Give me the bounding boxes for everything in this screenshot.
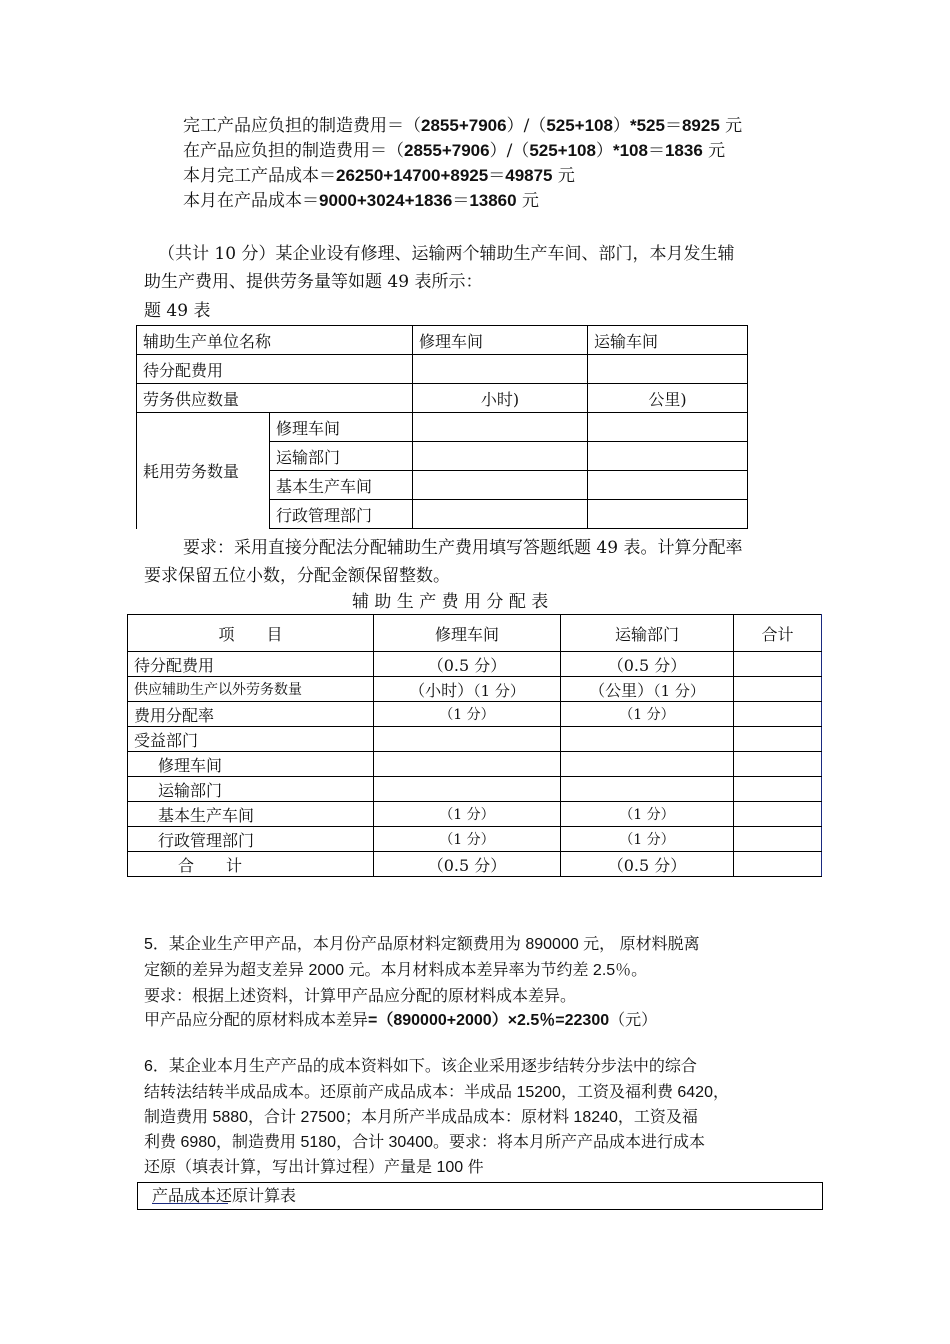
calc-text: ）/（ xyxy=(506,116,547,136)
table-cell xyxy=(734,652,822,677)
table-cell xyxy=(561,777,734,802)
table-cell xyxy=(561,727,734,752)
calc-line-4 xyxy=(183,189,539,213)
q5-line-4 xyxy=(144,1009,657,1033)
calc-number: 8925 xyxy=(681,116,720,135)
table-cell xyxy=(374,777,561,802)
calc-text: ） xyxy=(612,116,630,136)
row-label: 基本生产车间 xyxy=(128,802,374,827)
q5-line-1: 5．某企业生产甲产品，本月份产品原材料定额费用为 890000 元， 原材料脱离 xyxy=(144,936,700,953)
calc-number: *108 xyxy=(612,141,648,160)
row-label: 待分配费用 xyxy=(128,652,374,677)
table-cell xyxy=(413,442,588,471)
row-label: 行政管理部门 xyxy=(128,827,374,852)
q49-table xyxy=(136,325,748,529)
q6-line-2: 结转法结转半成品成本。还原前产成品成本：半成品 15200，工资及福利费 6420， xyxy=(144,1084,729,1101)
table-cell xyxy=(413,500,588,529)
table-cell: （1 分） xyxy=(561,827,734,852)
table-cell xyxy=(734,802,822,827)
underline xyxy=(152,1203,228,1204)
calc-text: 元 xyxy=(719,116,743,136)
q6-line-5: 还原（填表计算，写出计算过程）产量是 100 件 xyxy=(144,1159,484,1176)
calc-number: 525+108 xyxy=(546,116,613,135)
row-label: 供应辅助生产以外劳务数量 xyxy=(128,677,374,702)
table-cell xyxy=(413,471,588,500)
table-cell xyxy=(588,500,748,529)
table-cell xyxy=(734,677,822,702)
reduction-table-title: 产品成本还原计算表 xyxy=(152,1186,297,1205)
allocation-table xyxy=(127,614,822,877)
sub-row-label: 修理车间 xyxy=(270,413,413,442)
table-cell: （0.5 分） xyxy=(374,652,561,677)
table-cell xyxy=(588,471,748,500)
table-cell xyxy=(374,752,561,777)
calc-text: 元 xyxy=(702,141,726,161)
calc-number: 525+108 xyxy=(529,141,596,160)
sub-row-label: 基本生产车间 xyxy=(270,471,413,500)
q6-line-3: 制造费用 5880，合计 27500；本月所产半成品成本：原材料 18240，工资及福 xyxy=(144,1109,698,1126)
alloc-table-title: 辅 助 生 产 费 用 分 配 表 xyxy=(352,592,549,612)
table-cell xyxy=(588,442,748,471)
table-cell xyxy=(734,752,822,777)
calc-number: 2855+7906 xyxy=(404,141,490,160)
table-cell: 公里) xyxy=(588,384,748,413)
table-cell xyxy=(374,727,561,752)
q5-line-3: 要求：根据上述资料，计算甲产品应分配的原材料成本差异。 xyxy=(144,988,577,1005)
q49-paragraph-2: 助生产费用、提供劳务量等如题 49 表所示： xyxy=(144,272,483,292)
row-label: 耗用劳务数量 xyxy=(137,413,270,529)
table-cell: （1 分） xyxy=(561,802,734,827)
table-cell: （1 分） xyxy=(374,802,561,827)
table-cell xyxy=(588,413,748,442)
calc-number: 26250+14700+8925 xyxy=(336,166,489,185)
table-cell xyxy=(734,852,822,877)
q5-formula: =（890000+2000）×2.5％=22300 xyxy=(368,1012,610,1029)
q5-text: （元） xyxy=(609,1012,658,1029)
calc-line-1 xyxy=(183,114,742,138)
calc-text: 本月在产品成本＝ xyxy=(183,191,319,211)
table-cell xyxy=(734,727,822,752)
calc-number: 9000+3024+1836 xyxy=(319,191,453,210)
row-label: 待分配费用 xyxy=(137,355,413,384)
table-header: 运输部门 xyxy=(561,615,734,652)
calc-number: 2855+7906 xyxy=(421,116,507,135)
calc-text: 元 xyxy=(552,166,575,186)
q5-text: 甲产品应分配的原材料成本差异 xyxy=(144,1012,369,1029)
q49-requirement-2: 要求保留五位小数，分配金额保留整数。 xyxy=(144,566,450,586)
calc-text: ＝ xyxy=(647,141,665,161)
row-label: 费用分配率 xyxy=(128,702,374,727)
row-label: 劳务供应数量 xyxy=(137,384,413,413)
sub-row-label: 运输部门 xyxy=(270,442,413,471)
table-cell: （1 分） xyxy=(561,702,734,727)
row-label: 修理车间 xyxy=(128,752,374,777)
table-cell xyxy=(561,752,734,777)
calc-text: ＝ xyxy=(664,116,682,136)
table-header: 辅助生产单位名称 xyxy=(137,326,413,355)
q5-line-2: 定额的差异为超支差异 2000 元。本月材料成本差异率为节约差 2.5％。 xyxy=(144,962,648,979)
q49-paragraph-1: （共计 10 分）某企业设有修理、运输两个辅助生产车间、部门，本月发生辅 xyxy=(158,244,735,264)
unit-label: （小时） xyxy=(409,680,474,700)
table-cell: （0.5 分） xyxy=(374,852,561,877)
calc-number: 49875 xyxy=(505,166,553,185)
table-cell: （1 分） xyxy=(374,827,561,852)
calc-text: 元 xyxy=(516,191,539,211)
table-cell xyxy=(588,355,748,384)
table-header: 运输车间 xyxy=(588,326,748,355)
score-label: （1 分） xyxy=(473,681,525,700)
calc-text: ）/（ xyxy=(489,141,530,161)
q6-line-1: 6．某企业本月生产产品的成本资料如下。该企业采用逐步结转分步法中的综合 xyxy=(144,1058,697,1075)
unit-label: （公里） xyxy=(589,680,654,700)
table-cell xyxy=(413,413,588,442)
calc-text: 本月完工产品成本＝ xyxy=(183,166,336,186)
calc-line-2 xyxy=(183,139,725,163)
table-cell: （1 分） xyxy=(374,702,561,727)
q49-requirement-1: 要求：采用直接分配法分配辅助生产费用填写答题纸题 49 表。计算分配率 xyxy=(183,538,743,558)
table-header: 修理车间 xyxy=(374,615,561,652)
table-header: 项 目 xyxy=(128,615,374,652)
sub-row-label: 行政管理部门 xyxy=(270,500,413,529)
calc-number: 13860 xyxy=(469,191,517,210)
table-cell: （0.5 分） xyxy=(561,852,734,877)
calc-line-3 xyxy=(183,164,575,188)
row-label: 受益部门 xyxy=(128,727,374,752)
row-label: 运输部门 xyxy=(128,777,374,802)
calc-text: ＝ xyxy=(488,166,506,186)
table-header: 合计 xyxy=(734,615,822,652)
score-label: （1 分） xyxy=(653,681,705,700)
table-cell: （0.5 分） xyxy=(561,652,734,677)
calc-text: ） xyxy=(595,141,613,161)
table-cell xyxy=(734,777,822,802)
q49-caption: 题 49 表 xyxy=(144,301,211,321)
calc-number: *525 xyxy=(629,116,665,135)
row-label: 合 计 xyxy=(128,852,374,877)
table-cell: 小时) xyxy=(413,384,588,413)
table-cell xyxy=(734,702,822,727)
table-header: 修理车间 xyxy=(413,326,588,355)
calc-text: ＝ xyxy=(452,191,470,211)
table-cell xyxy=(413,355,588,384)
calc-text: 完工产品应负担的制造费用＝（ xyxy=(183,116,421,136)
q6-line-4: 利费 6980，制造费用 5180，合计 30400。要求：将本月所产产品成本进行成本 xyxy=(144,1134,706,1151)
table-cell xyxy=(561,677,734,702)
reduction-table-box xyxy=(137,1182,823,1210)
table-cell xyxy=(374,677,561,702)
calc-number: 1836 xyxy=(664,141,703,160)
table-cell xyxy=(734,827,822,852)
calc-text: 在产品应负担的制造费用＝（ xyxy=(183,141,404,161)
